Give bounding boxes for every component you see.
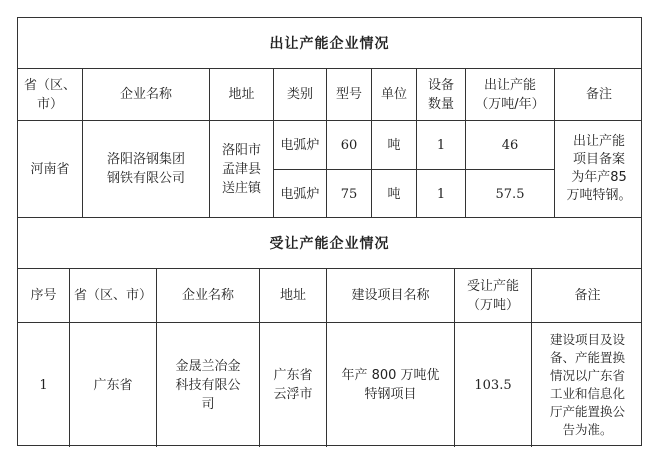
row-company: 金晟兰冶金 科技有限公 司 — [156, 323, 259, 447]
header-address: 地址 — [259, 269, 326, 322]
section1-data-block — [18, 120, 641, 217]
header-quantity: 设备 数量 — [416, 69, 465, 120]
table-row — [273, 169, 554, 218]
header-project: 建设项目名称 — [326, 269, 454, 322]
section2-title: 受让产能企业情况 — [269, 236, 390, 252]
header-category: 类别 — [273, 69, 326, 120]
row-category: 电弧炉 — [273, 170, 326, 218]
section1-title: 出让产能企业情况 — [269, 36, 390, 52]
header-index: 序号 — [30, 288, 57, 303]
header-model: 型号 — [326, 69, 371, 120]
row-quantity: 1 — [416, 170, 465, 218]
capacity-replacement-table — [17, 17, 642, 446]
row-capacity: 46 — [465, 121, 554, 169]
section1-header-row — [18, 68, 641, 120]
row-province: 河南省 — [30, 161, 70, 177]
row-remark: 出让产能 项目备案 为年产85 万吨特钢。 — [554, 121, 643, 217]
section2-header-row — [18, 268, 641, 322]
section2-title-row — [18, 217, 641, 268]
row-model: 75 — [326, 170, 371, 218]
row-company: 洛阳洛钢集团 钢铁有限公司 — [82, 121, 209, 217]
table-row — [18, 322, 641, 447]
header-province: 省（区、 市） — [23, 77, 76, 112]
row-model: 60 — [326, 121, 371, 169]
row-unit: 吨 — [371, 170, 416, 218]
row-address: 广东省 云浮市 — [259, 323, 326, 447]
table-row — [273, 121, 554, 169]
header-unit: 单位 — [371, 69, 416, 120]
header-capacity: 受让产能 （万吨） — [454, 269, 531, 322]
header-remark: 备注 — [531, 269, 643, 322]
row-capacity: 57.5 — [465, 170, 554, 218]
header-address: 地址 — [209, 69, 273, 120]
header-company: 企业名称 — [156, 269, 259, 322]
row-province: 广东省 — [69, 323, 156, 447]
header-province: 省（区、市） — [69, 269, 156, 322]
row-unit: 吨 — [371, 121, 416, 169]
row-remark: 建设项目及设 备、产能置换 情况以广东省 工业和信息化 厅产能置换公 告为准。 — [531, 323, 643, 447]
header-company: 企业名称 — [82, 69, 209, 120]
row-quantity: 1 — [416, 121, 465, 169]
row-index: 1 — [39, 377, 48, 393]
row-project: 年产 800 万吨优 特钢项目 — [326, 323, 454, 447]
header-remark: 备注 — [554, 69, 643, 120]
row-address: 洛阳市 孟津县 送庄镇 — [209, 121, 273, 217]
row-capacity: 103.5 — [454, 323, 531, 447]
header-capacity: 出让产能 （万吨/年） — [465, 69, 554, 120]
row-category: 电弧炉 — [273, 121, 326, 169]
